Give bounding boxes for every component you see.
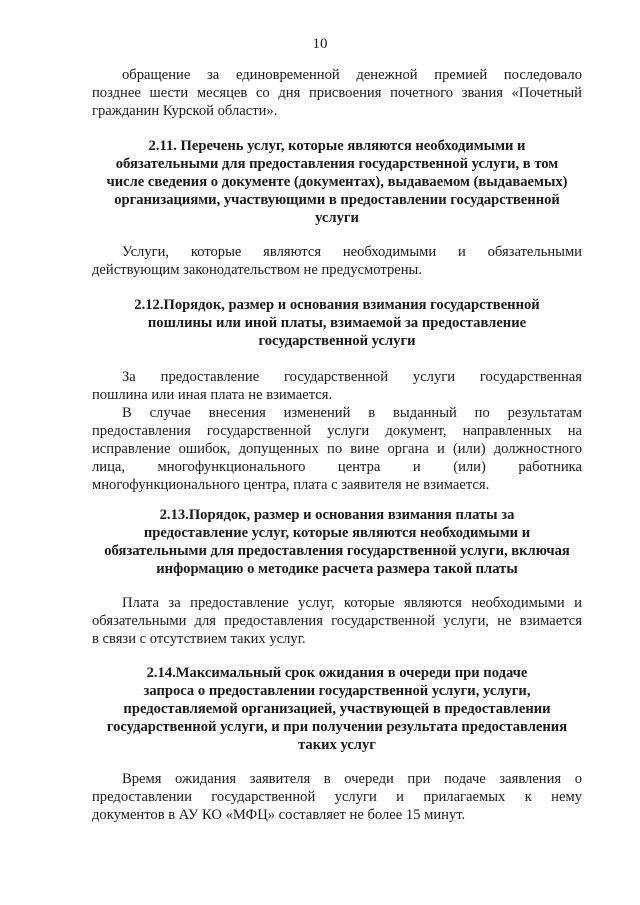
text-line: За предоставление государственной услуги государственная <box>122 369 582 385</box>
heading-line: услуги <box>315 210 359 226</box>
heading-line: государственной услуги, и при получении результата предоставления <box>106 719 568 735</box>
text-line: действующим законодательством не предусмотрены. <box>92 262 422 278</box>
text-line: в связи с отсутствием таких услуг. <box>92 631 306 647</box>
heading-line: запроса о предоставлении государственной услуги, услуги, <box>143 683 531 699</box>
heading-line: 2.11. Перечень услуг, которые являются необходимыми и <box>148 138 526 154</box>
page-number: 10 <box>312 36 328 52</box>
heading-line: 2.13.Порядок, размер и основания взимания платы за <box>159 507 515 523</box>
heading-line: государственной услуги <box>258 333 416 349</box>
section-2-14-heading <box>92 664 582 754</box>
section-2-12-paragraph-2 <box>92 404 582 494</box>
continuation-paragraph <box>92 66 582 120</box>
heading-line: организациями, участвующими в предоставлении государственной <box>114 192 560 208</box>
heading-line: предоставляемой организацией, участвующей в предоставлении <box>123 701 551 717</box>
text-line: гражданин Курской области». <box>92 103 278 119</box>
section-2-12-heading <box>92 296 582 350</box>
text-line: Услуги, которые являются необходимыми и обязательными <box>122 244 582 260</box>
text-line: пошлина или иная плата не взимается. <box>92 387 333 403</box>
heading-line: 2.12.Порядок, размер и основания взимания государственной <box>134 297 540 313</box>
heading-line: обязательными для предоставления государственной услуги, включая <box>104 543 570 559</box>
text-line: документов в АУ КО «МФЦ» составляет не более 15 минут. <box>92 807 466 823</box>
text-line: Плата за предоставление услуг, которые являются необходимыми и <box>122 595 582 611</box>
text-line: обращение за единовременной денежной премией последовало <box>122 67 582 83</box>
heading-line: предоставление услуг, которые являются необходимыми и <box>143 525 531 541</box>
section-2-13-body <box>92 594 582 648</box>
text-line: позднее шести месяцев со дня присвоения почетного звания «Почетный <box>92 85 582 101</box>
text-line: Время ожидания заявителя в очереди при подаче заявления о <box>122 771 582 787</box>
heading-line: пошлины или иной платы, взимаемой за предоставление <box>147 315 527 331</box>
heading-line: 2.14.Максимальный срок ожидания в очереди при подаче <box>146 665 528 681</box>
text-line: обязательными для предоставления государственной услуги, не взимается <box>92 613 582 629</box>
text-line: исправление ошибок, допущенных по вине органа и (или) должностного <box>92 441 582 457</box>
text-line: лица, многофункционального центра и (или) работника <box>92 459 582 475</box>
text-line: предоставлении государственной услуги и прилагаемых к нему <box>92 789 582 805</box>
text-line: предоставления государственной услуги документ, направленных на <box>92 423 582 439</box>
heading-line: таких услуг <box>298 737 376 753</box>
section-2-12-paragraph-1 <box>92 368 582 404</box>
section-2-14-body <box>92 770 582 824</box>
text-line: многофункционального центра, плата с заявителя не взимается. <box>92 477 490 493</box>
heading-line: информацию о методике расчета размера такой платы <box>156 561 518 577</box>
section-2-11-heading <box>92 137 582 227</box>
section-2-11-body <box>92 243 582 279</box>
heading-line: числе сведения о документе (документах), выдаваемом (выдаваемых) <box>106 174 568 190</box>
text-line: В случае внесения изменений в выданный по результатам <box>122 405 582 421</box>
section-2-13-heading <box>92 506 582 578</box>
heading-line: обязательными для предоставления государственной услуги, в том <box>115 156 559 172</box>
